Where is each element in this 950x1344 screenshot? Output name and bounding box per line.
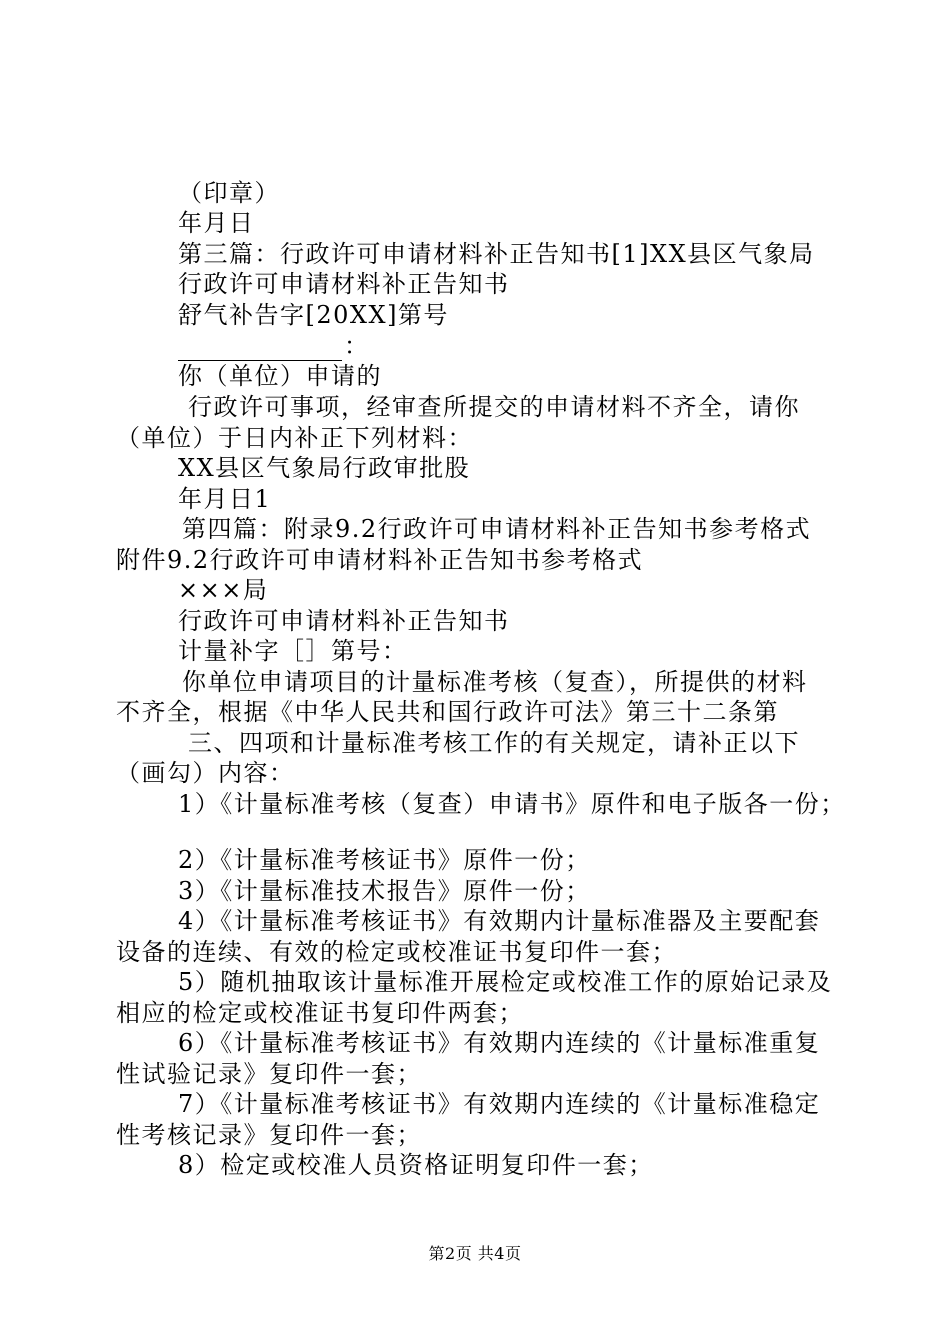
body-text: （画勾）内容： bbox=[116, 759, 295, 787]
list-item-continued: 性考核记录》复印件一套； bbox=[116, 1121, 422, 1149]
list-item: 3）《计量标准技术报告》原件一份； bbox=[178, 877, 591, 905]
issuer-line: XX县区气象局行政审批股 bbox=[178, 454, 471, 482]
section-heading-3: 第三篇：行政许可申请材料补正告知书[1]XX县区气象局 bbox=[178, 240, 815, 268]
body-text: 行政许可事项，经审查所提交的申请材料不齐全，请你 bbox=[188, 393, 800, 421]
document-number: 计量补字［］第号： bbox=[178, 637, 408, 665]
list-item-continued: 性试验记录》复印件一套； bbox=[116, 1060, 422, 1088]
page-number-footer: 第2页 共4页 bbox=[428, 1244, 522, 1263]
seal-line: （印章） bbox=[178, 179, 280, 207]
notice-title: 行政许可申请材料补正告知书 bbox=[178, 607, 510, 635]
body-text: 你（单位）申请的 bbox=[178, 362, 382, 390]
list-item: 2）《计量标准考核证书》原件一份； bbox=[178, 846, 591, 874]
addressee-line bbox=[178, 331, 370, 361]
list-item: 5）随机抽取该计量标准开展检定或校准工作的原始记录及 bbox=[178, 968, 833, 996]
list-item-continued: 相应的检定或校准证书复印件两套； bbox=[116, 999, 524, 1027]
notice-title: 行政许可申请材料补正告知书 bbox=[178, 270, 510, 298]
document-number: 舒气补告字[20XX]第号 bbox=[178, 301, 449, 329]
list-item: 1）《计量标准考核（复查）申请书》原件和电子版各一份； bbox=[178, 790, 846, 818]
list-item-continued: 设备的连续、有效的检定或校准证书复印件一套； bbox=[116, 938, 677, 966]
list-item: 8）检定或校准人员资格证明复印件一套； bbox=[178, 1151, 654, 1179]
addressee-colon: ： bbox=[344, 332, 370, 360]
body-text: 不齐全，根据《中华人民共和国行政许可法》第三十二条第 bbox=[116, 698, 779, 726]
list-item: 7）《计量标准考核证书》有效期内连续的《计量标准稳定 bbox=[178, 1090, 821, 1118]
list-item: 4）《计量标准考核证书》有效期内计量标准器及主要配套 bbox=[178, 907, 821, 935]
body-text: 三、四项和计量标准考核工作的有关规定，请补正以下 bbox=[188, 729, 800, 757]
list-item: 6）《计量标准考核证书》有效期内连续的《计量标准重复 bbox=[178, 1029, 821, 1057]
addressee-blank bbox=[178, 338, 342, 361]
body-text: 你单位申请项目的计量标准考核（复查），所提供的材料 bbox=[182, 668, 808, 696]
attachment-title: 附件9.2行政许可申请材料补正告知书参考格式 bbox=[116, 546, 644, 574]
date-line: 年月日 bbox=[178, 209, 255, 237]
section-heading-4: 第四篇：附录9.2行政许可申请材料补正告知书参考格式 bbox=[182, 515, 812, 543]
bureau-name: ×××局 bbox=[178, 576, 269, 604]
body-text: （单位）于日内补正下列材料： bbox=[116, 424, 473, 452]
date-line: 年月日1 bbox=[178, 485, 272, 513]
